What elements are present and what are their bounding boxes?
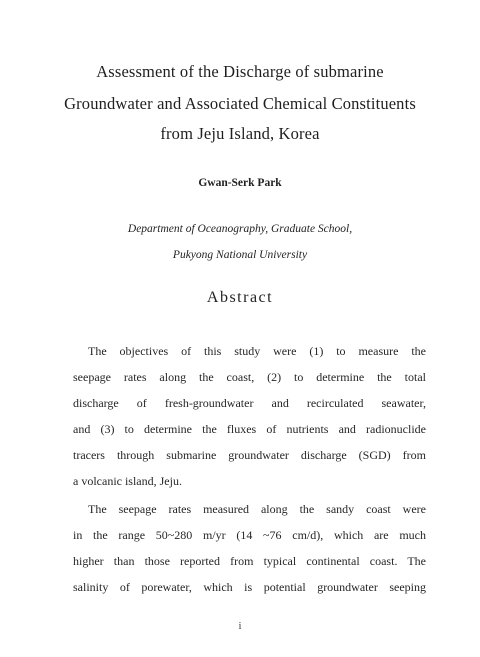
paragraph-1-line-4: and (3) to determine the fluxes of nutrients and radionuclide — [73, 422, 426, 436]
paragraph-1-line-6: a volcanic island, Jeju. — [73, 474, 182, 488]
paragraph-1-line-1: The objectives of this study were (1) to measure the — [88, 344, 426, 358]
paragraph-2-line-2: in the range 50~280 m/yr (14 ~76 cm/d), which are much — [73, 528, 426, 542]
title-line-3: from Jeju Island, Korea — [160, 124, 320, 143]
paragraph-2-line-3: higher than those reported from typical continental coast. The — [73, 554, 426, 568]
affiliation-line-1: Department of Oceanography, Graduate School, — [127, 223, 353, 235]
affiliation-line-2: Pukyong National University — [172, 249, 308, 261]
paragraph-2-line-4: salinity of porewater, which is potential groundwater seeping — [73, 580, 426, 594]
abstract-heading: Abstract — [206, 289, 274, 306]
title-line-2: Groundwater and Associated Chemical Constituents — [64, 94, 416, 113]
paragraph-1-line-5: tracers through submarine groundwater discharge (SGD) from — [73, 448, 426, 462]
paragraph-1-line-2: seepage rates along the coast, (2) to determine the total — [73, 370, 426, 384]
title-line-1: Assessment of the Discharge of submarine — [96, 62, 384, 81]
paragraph-1-line-3: discharge of fresh-groundwater and recirculated seawater, — [73, 396, 426, 410]
author-name: Gwan-Serk Park — [198, 177, 282, 189]
paragraph-2-line-1: The seepage rates measured along the sandy coast were — [88, 502, 426, 516]
page-number: i — [238, 621, 242, 632]
